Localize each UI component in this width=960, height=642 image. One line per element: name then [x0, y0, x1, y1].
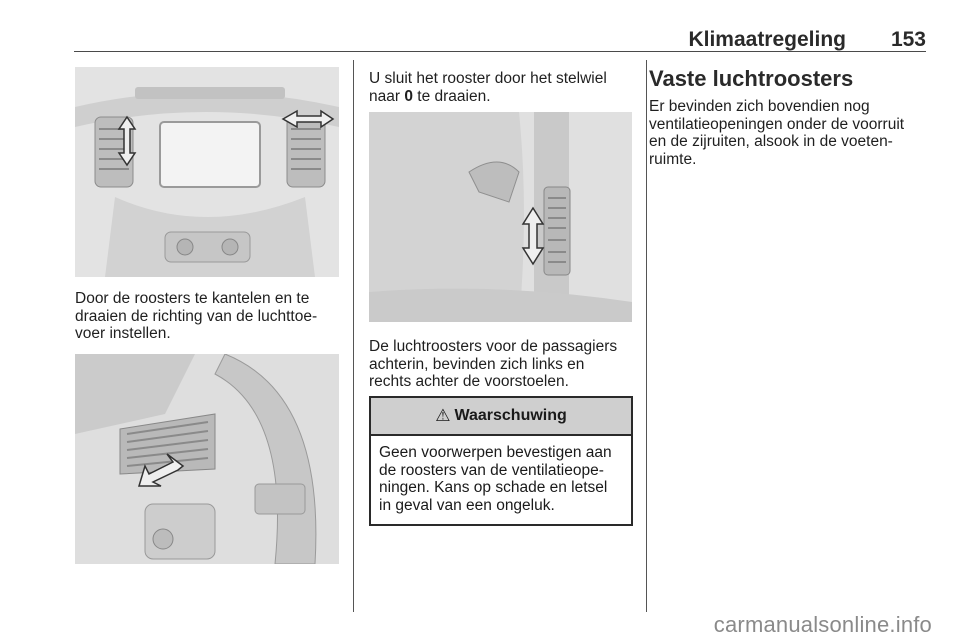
text-span: naar	[369, 87, 405, 105]
text-line: rechts achter de voorstoelen.	[369, 373, 569, 390]
page-header	[74, 26, 926, 52]
figure-rear-vent	[369, 112, 632, 322]
text-line: U sluit het rooster door het stelwiel	[369, 70, 607, 87]
warning-header	[371, 398, 631, 436]
text-line	[369, 88, 607, 106]
text-line: draaien de richting van de luchttoe-	[75, 307, 318, 325]
text-line: voer instellen.	[75, 325, 171, 342]
text-span: te draaien.	[412, 87, 491, 105]
wheel-position-zero: 0	[404, 87, 413, 105]
figure-side-vent	[75, 354, 339, 564]
column-divider-1	[353, 60, 354, 612]
text-line: ventilatieopeningen onder de voorruit	[649, 115, 905, 133]
text-line: Er bevinden zich bovendien nog	[649, 98, 870, 115]
warning-box	[369, 396, 633, 526]
text-line: achterin, bevinden zich links en	[369, 355, 585, 373]
col2-paragraph-1	[369, 70, 607, 105]
section-title: Klimaatregeling	[688, 28, 846, 51]
text-line: Door de roosters te kantelen en te	[75, 290, 310, 307]
text-line: ningen. Kans op schade en letsel	[379, 479, 608, 496]
col3-paragraph	[649, 98, 904, 168]
dashboard-illustration	[75, 67, 339, 277]
watermark[interactable]: carmanualsonline.info	[713, 612, 932, 637]
rear-vent-illustration	[369, 112, 632, 322]
text-line: in geval van een ongeluk.	[379, 496, 555, 514]
side-vent-illustration	[75, 354, 339, 564]
column-divider-2	[646, 60, 647, 612]
warning-triangle-icon: ⚠	[435, 406, 451, 425]
text-line: Geen voorwerpen bevestigen aan	[379, 444, 612, 461]
col1-paragraph-1	[75, 290, 317, 343]
warning-title: Waarschuwing	[454, 407, 567, 424]
figure-dashboard-vents	[75, 67, 339, 277]
page-number: 153	[890, 28, 926, 51]
section-heading: Vaste luchtroosters	[649, 66, 854, 91]
text-line: De luchtroosters voor de passagiers	[369, 338, 618, 355]
text-line: ruimte.	[649, 150, 697, 168]
warning-body	[371, 436, 631, 514]
col2-paragraph-2	[369, 338, 617, 391]
text-line: en de zijruiten, alsook in de voeten-	[649, 133, 893, 150]
text-line: de roosters van de ventilatieope-	[379, 461, 604, 479]
